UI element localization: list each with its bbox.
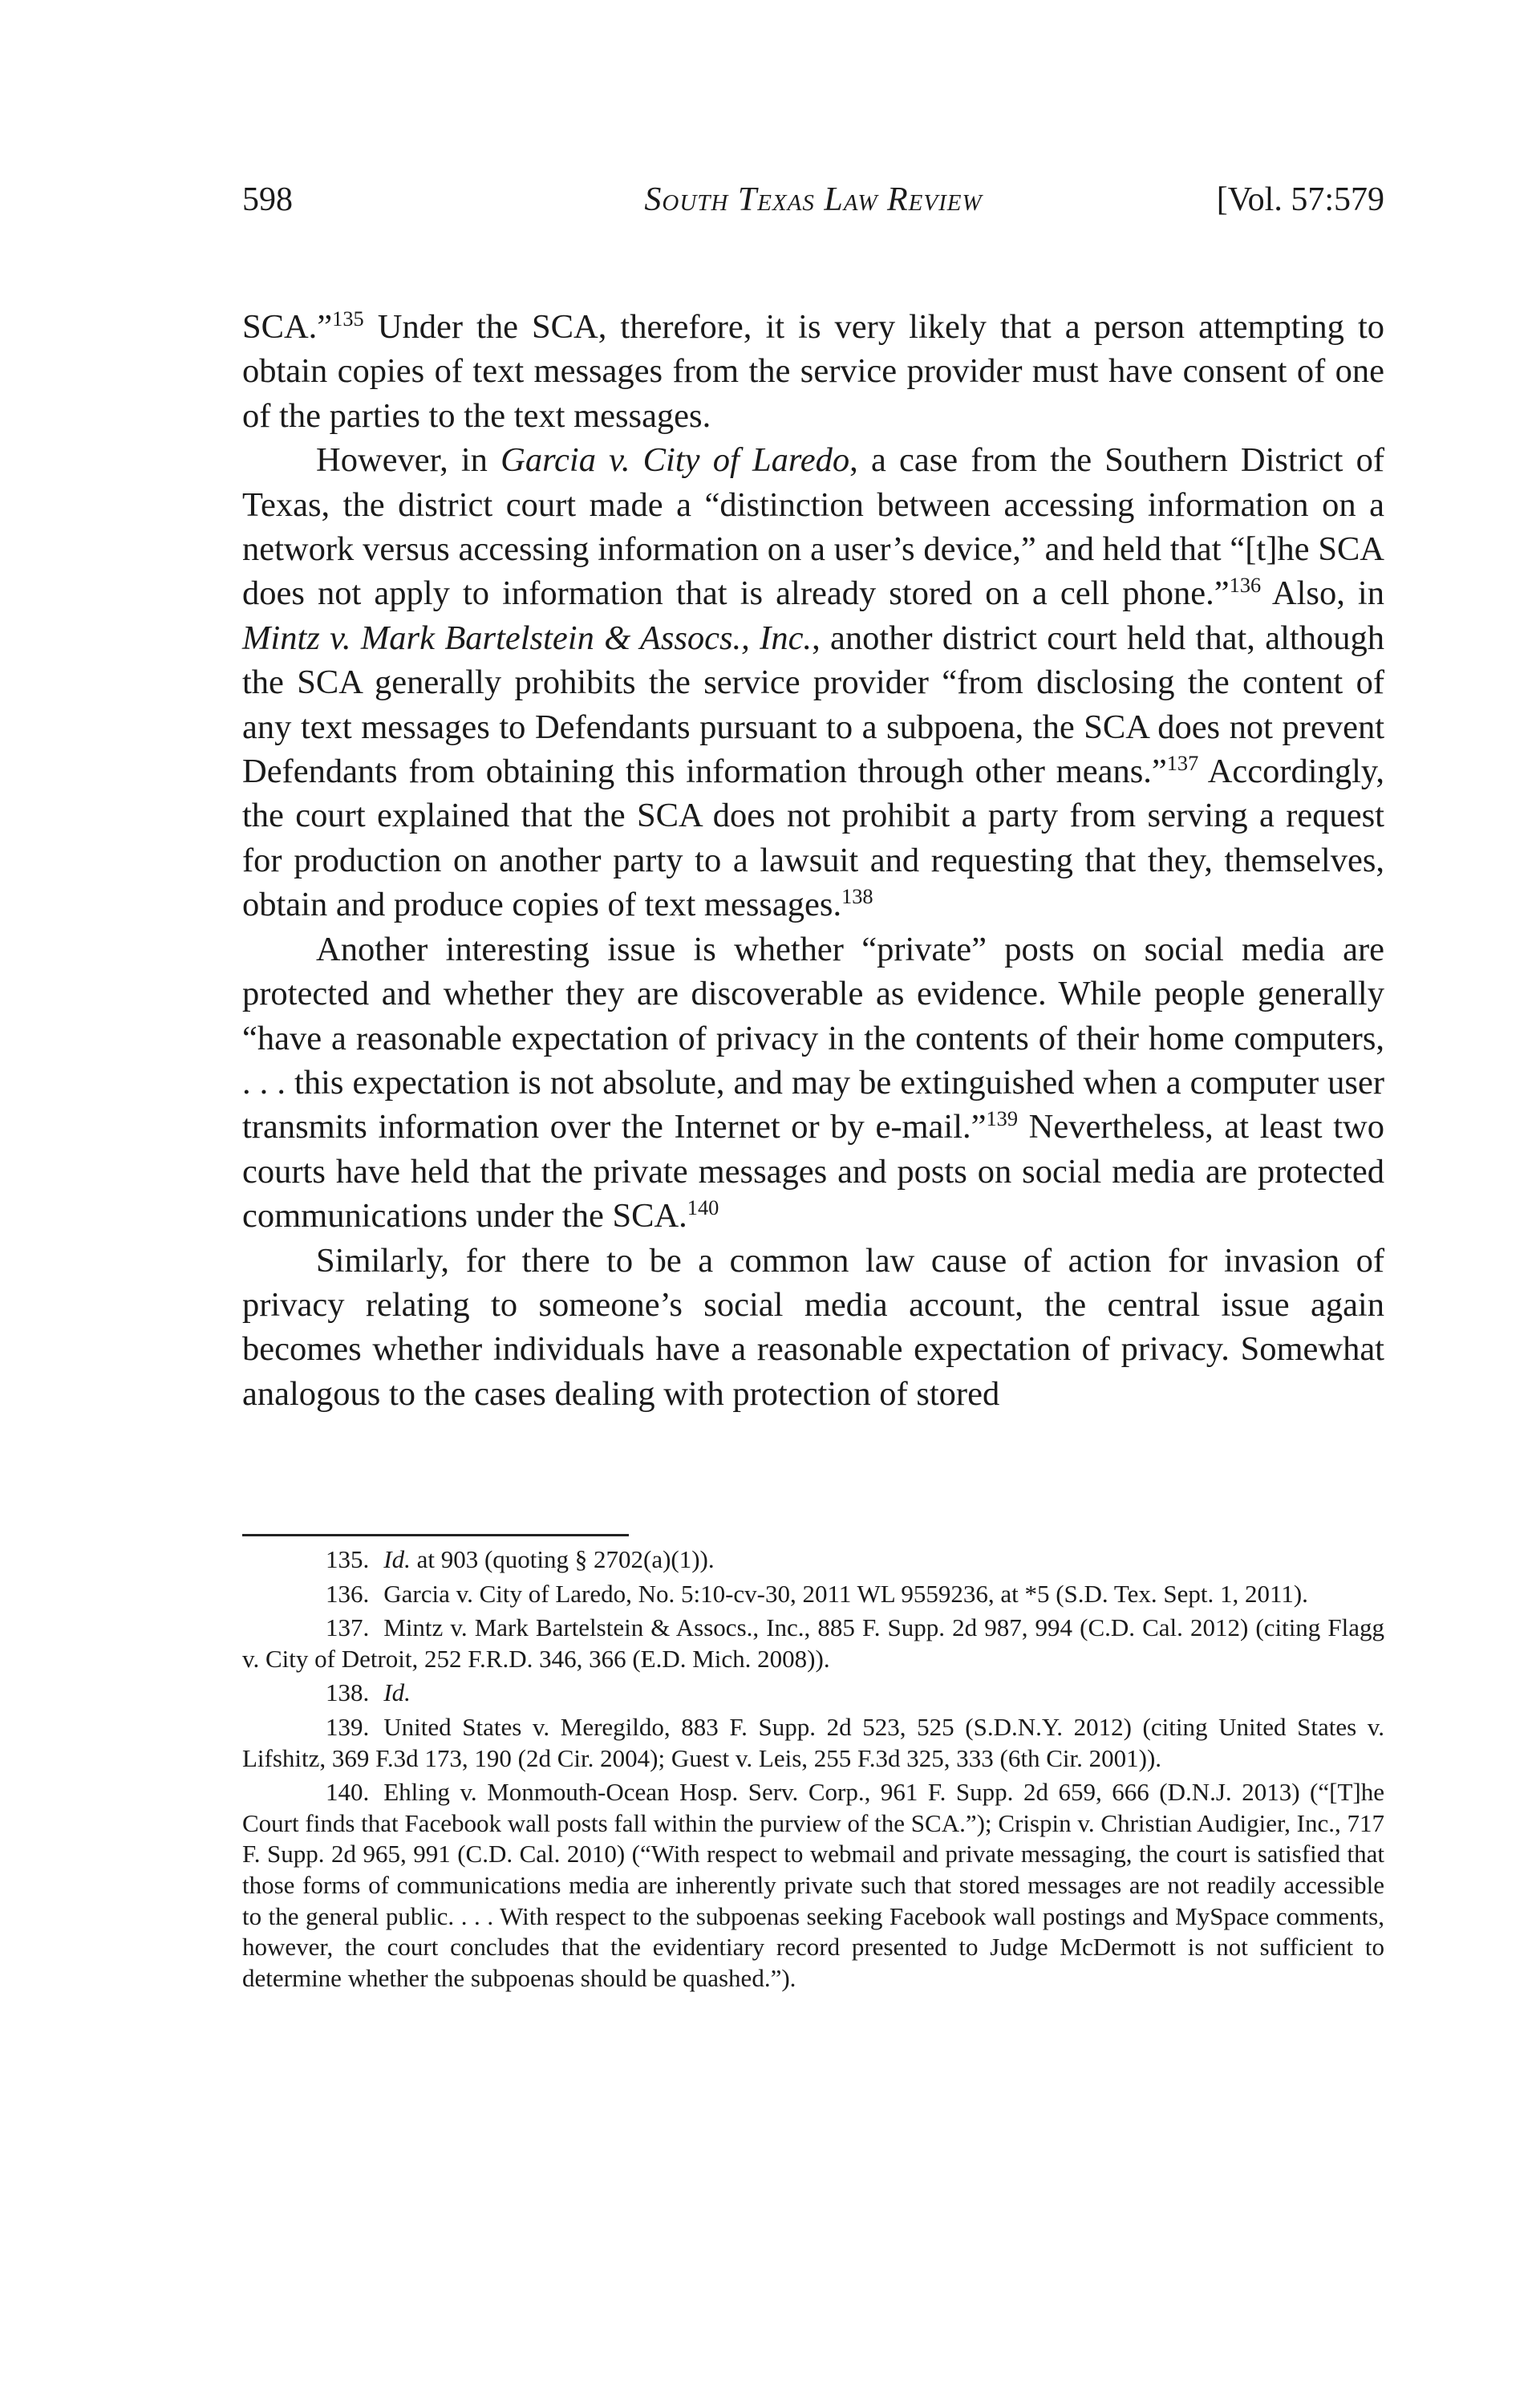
page-number: 598 (242, 181, 293, 218)
running-header (242, 181, 1384, 229)
body-text (242, 305, 1384, 1416)
journal-title: South Texas Law Review (644, 181, 983, 218)
footnotes (242, 1544, 1384, 1997)
footnote-140: 140. Ehling v. Monmouth-Ocean Hosp. Serv. Corp., 961 F. Supp. 2d 659, 666 (D.N.J. 2013) (“[T]he Court finds that Facebook wall posts fall within the purview of the SCA.”); Crispin v. Christian Audigier, Inc., 717 F. Supp. 2d 965, 991 (C.D. Cal. 2010) (“With respect to webmail and private messaging, the court is satisfied that those forms of communications media are inherently private such that stored messages are not readily accessible to the general public. . . . With respect to the subpoenas seeking Facebook wall postings and MySpace comments, however, the court concludes that the evidentiary record presented to Judge McDermott is not sufficient to determine whether the subpoenas should be quashed.”). (242, 1778, 1384, 1992)
volume-citation: [Vol. 57:579 (1216, 181, 1384, 218)
footnote-ref-139[interactable]: 139 (986, 1107, 1019, 1131)
footnote-ref-135[interactable]: 135 (332, 306, 364, 331)
case-name-mintz: Mintz v. Mark Bartelstein & Assocs., Inc. (242, 619, 813, 657)
footnote-135: 135. Id. at 903 (quoting § 2702(a)(1)). (326, 1545, 715, 1573)
footnote-ref-140[interactable]: 140 (687, 1195, 719, 1219)
paragraph-2: However, in Garcia v. City of Laredo, a case from the Southern District of Texas, the district court made a “distinction between accessing information on a network versus accessing information on a user’s device,” and held that “[t]he SCA does not apply to information that is already stored on a cell phone.”$^{136}$ Also, in Mintz v. Mark Bartelstein & Assocs., Inc., another district court held that, although the SCA generally prohibits the service provider “from disclosing the content of any text messages to Defendants pursuant to a subpoena, the SCA does not prevent Defendants from obtaining this information through other means.”$^{137}$ Accordingly, the court explained that the SCA does not prohibit a party from serving a request for production on another party to a lawsuit and requesting that they, themselves, obtain and produce copies of text messages.$^{138}$ (242, 441, 1385, 924)
footnote-138: 138. Id. (326, 1678, 411, 1707)
case-name-garcia: Garcia v. City of Laredo (500, 441, 850, 480)
footnote-136: 136. Garcia v. City of Laredo, No. 5:10-cv-30, 2011 WL 9559236, at *5 (S.D. Tex. Sept. 1, 2011). (326, 1579, 1308, 1608)
paragraph-4: Similarly, for there to be a common law cause of action for invasion of privacy relating to someone’s social media account, the central issue again becomes whether individuals have a reasonable expectation of privacy. Somewhat analogous to the cases dealing with protection of stored (242, 1241, 1384, 1413)
paragraph-3: Another interesting issue is whether “private” posts on social media are protected and whether they are discoverable as evidence. While people generally “have a reasonable expectation of privacy in the contents of their home computers, . . . this expectation is not absolute, and may be extinguished when a computer user transmits information over the Internet or by e-mail.”$^{139}$ Nevertheless, at least two courts have held that the private messages and posts on social media are protected communications under the SCA.$^{140}$ (242, 930, 1384, 1236)
paragraph-1: SCA.”$^{135}$ Under the SCA, therefore, it is very likely that a person attempting to obtain copies of text messages from the service provider must have consent of one of the parties to the text messages. (242, 306, 1384, 435)
footnote-ref-138[interactable]: 138 (841, 885, 873, 909)
footnote-139: 139. United States v. Meregildo, 883 F. Supp. 2d 523, 525 (S.D.N.Y. 2012) (citing United States v. Lifshitz, 369 F.3d 173, 190 (2d Cir. 2004); Guest v. Leis, 255 F.3d 325, 333 (6th Cir. 2001)). (242, 1712, 1384, 1772)
footnote-divider (242, 1534, 629, 1536)
footnote-ref-137[interactable]: 137 (1166, 751, 1199, 775)
footnote-137: 137. Mintz v. Mark Bartelstein & Assocs., Inc., 885 F. Supp. 2d 987, 994 (C.D. Cal. 2012) (citing Flagg v. City of Detroit, 252 F.R.D. 346, 366 (E.D. Mich. 2008)). (242, 1613, 1384, 1673)
footnote-ref-136[interactable]: 136 (1229, 574, 1262, 598)
